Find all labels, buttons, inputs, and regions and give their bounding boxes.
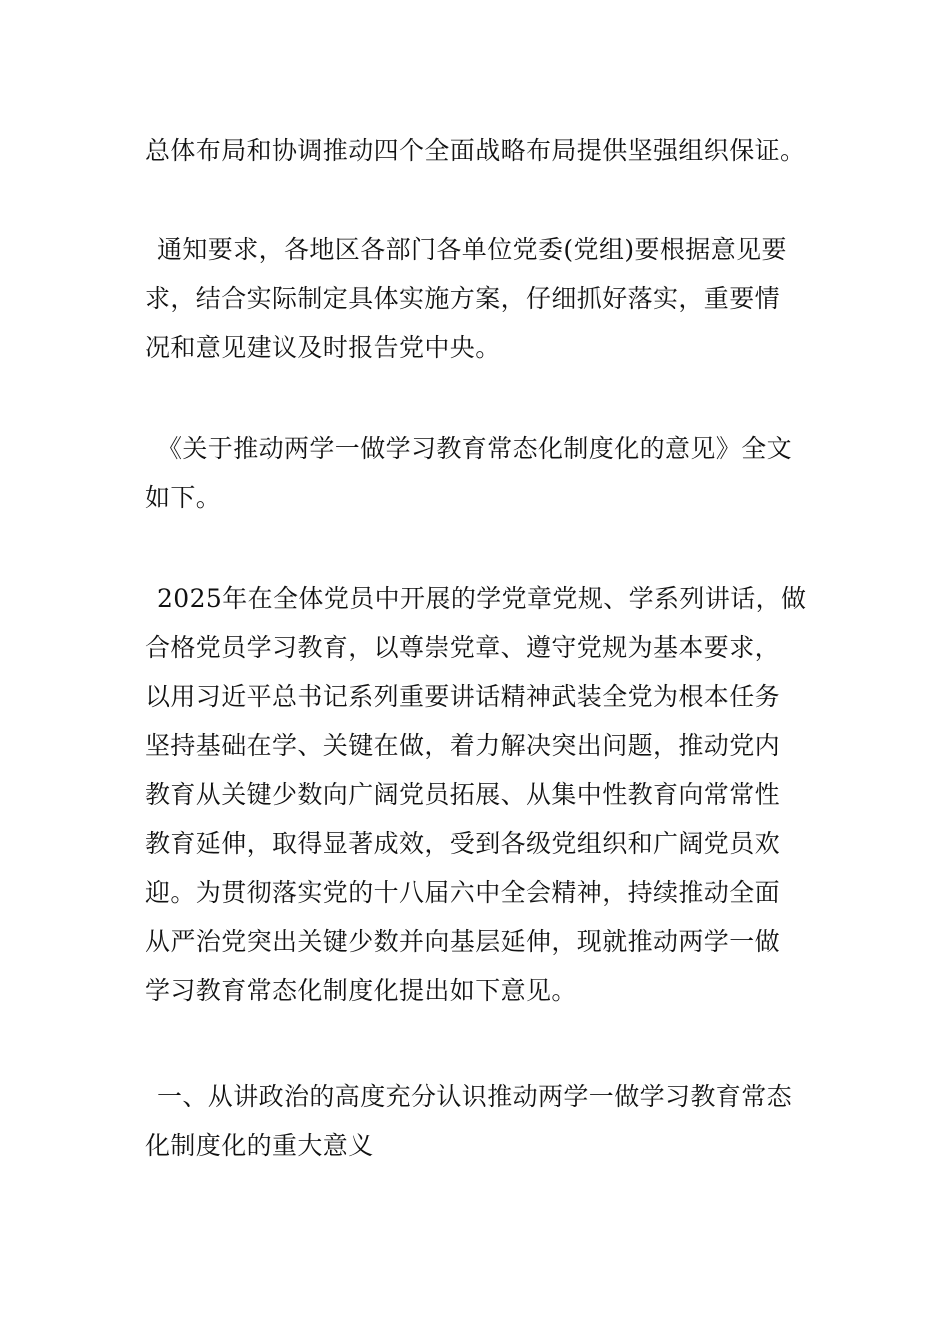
text-line: 2025年在全体党员中开展的学党章党规、学系列讲话，做	[157, 584, 807, 613]
text-line: 化制度化的重大意义	[145, 1131, 374, 1160]
paragraph-2	[145, 225, 810, 372]
text-line: 学习教育常态化制度化提出如下意见。	[145, 976, 577, 1005]
text-line: 况和意见建议及时报告党中央。	[145, 333, 501, 362]
text-line: 一、从讲政治的高度充分认识推动两学一做学习教育常态	[157, 1082, 793, 1111]
text-line: 《关于推动两学一做学习教育常态化制度化的意见》全文	[157, 434, 793, 463]
text-line: 如下。	[145, 483, 222, 512]
text-line: 坚持基础在学、关键在做，着力解决突出问题，推动党内	[145, 731, 781, 760]
text-line: 求，结合实际制定具体实施方案，仔细抓好落实，重要情	[145, 284, 781, 313]
text-line: 教育从关键少数向广阔党员拓展、从集中性教育向常常性	[145, 780, 781, 809]
text-line: 总体布局和协调推动四个全面战略布局提供坚强组织保证。	[145, 136, 806, 165]
text-line: 迎。为贯彻落实党的十八届六中全会精神，持续推动全面	[145, 878, 781, 907]
text-line: 从严治党突出关键少数并向基层延伸，现就推动两学一做	[145, 927, 781, 956]
text-line: 合格党员学习教育，以尊崇党章、遵守党规为基本要求，	[145, 633, 781, 662]
text-line: 教育延伸，取得显著成效，受到各级党组织和广阔党员欢	[145, 829, 781, 858]
paragraph-3	[145, 424, 810, 522]
section-heading	[145, 1072, 810, 1170]
text-line: 以用习近平总书记系列重要讲话精神武装全党为根本任务	[145, 682, 781, 711]
paragraph-4	[145, 574, 810, 1015]
text-line: 通知要求，各地区各部门各单位党委(党组)要根据意见要	[157, 235, 787, 264]
paragraph-1	[145, 126, 810, 175]
